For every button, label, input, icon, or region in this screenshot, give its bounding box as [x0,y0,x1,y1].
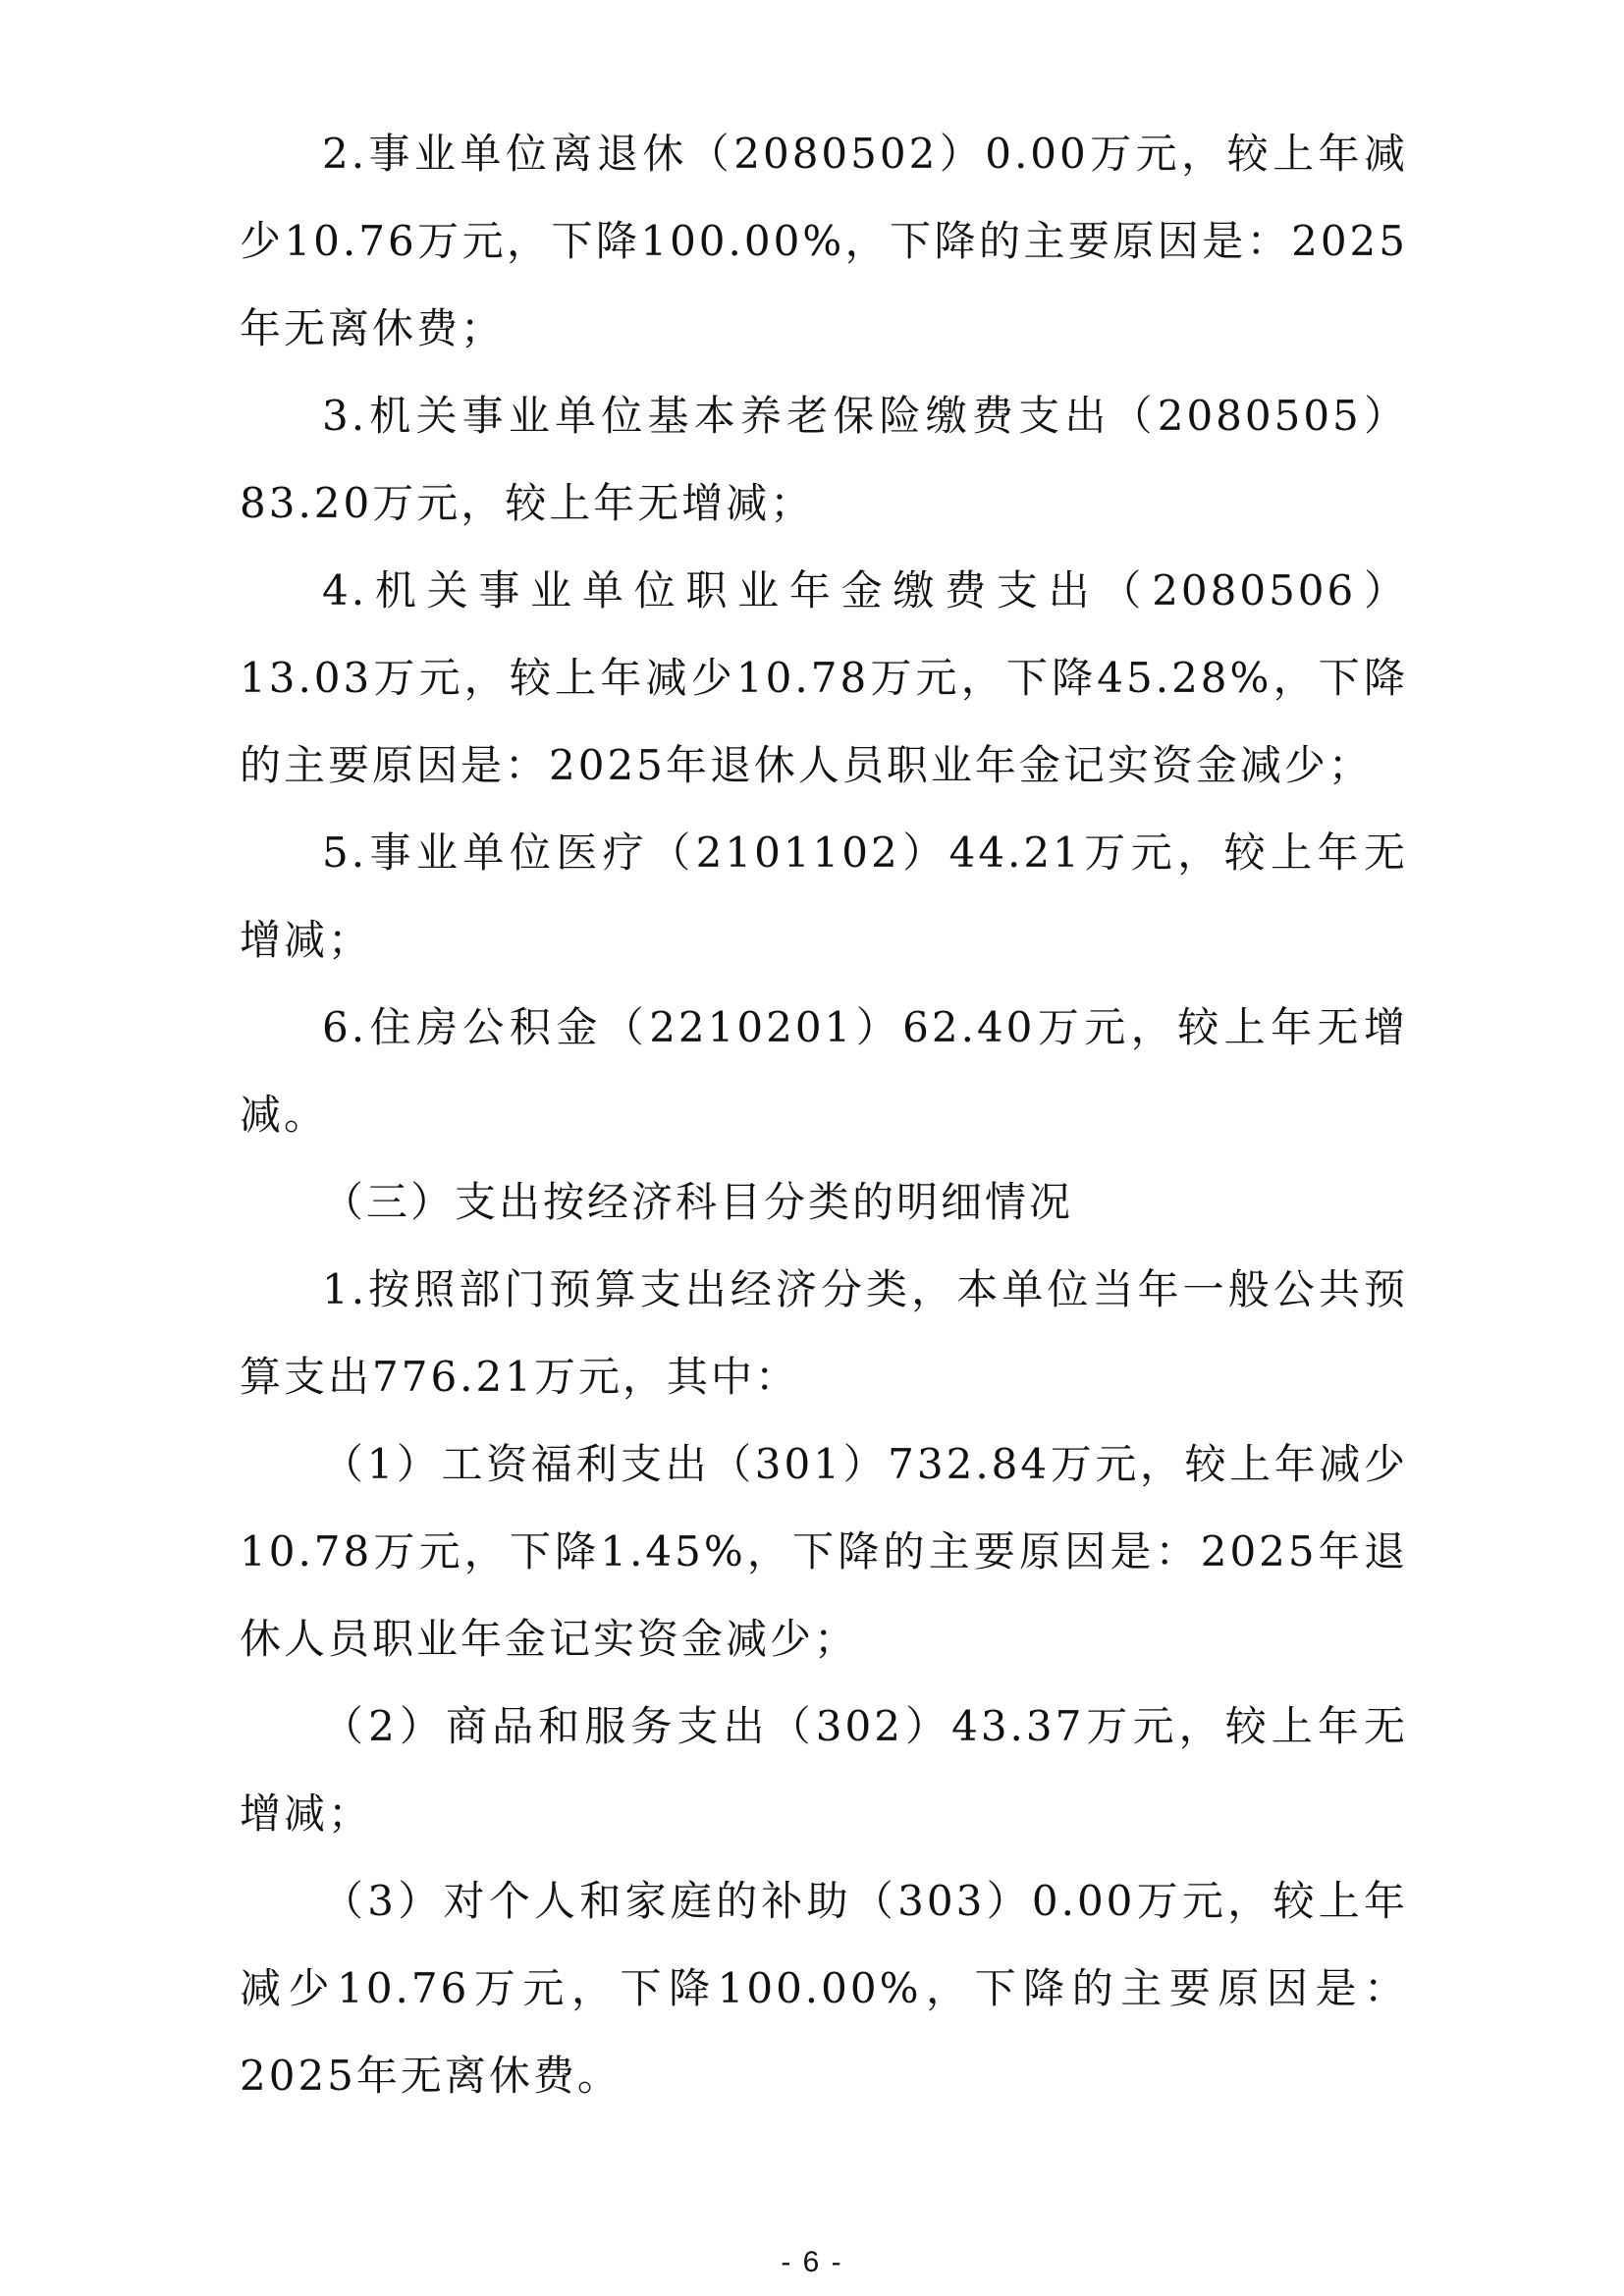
section-heading-economic-classification: （三）支出按经济科目分类的明细情况 [322,1178,1074,1226]
paragraph-housing-fund: 6.住房公积金（2210201）62.40万元，较上年无增减。 [240,1003,1408,1139]
paragraph-medical-insurance: 5.事业单位医疗（2101102）44.21万元，较上年无增减； [240,828,1408,964]
paragraph-occupational-annuity: 4.机关事业单位职业年金缴费支出（2080506）13.03万元，较上年减少10.78万元，下降45.28%，下降的主要原因是：2025年退休人员职业年金记实资金减少； [240,566,1408,789]
paragraph-wages-welfare: （1）工资福利支出（301）732.84万元，较上年减少10.78万元，下降1.45%，下降的主要原因是：2025年退休人员职业年金记实资金减少； [240,1440,1408,1663]
paragraph-retirement-institution: 2.事业单位离退休（2080502）0.00万元，较上年减少10.76万元，下降100.00%，下降的主要原因是：2025年无离休费； [240,130,1408,352]
paragraph-household-subsidy: （3）对个人和家庭的补助（303）0.00万元，较上年减少10.76万元，下降100.00%，下降的主要原因是：2025年无离休费。 [240,1877,1408,2100]
page-number: - 6 - [781,2246,843,2278]
paragraph-economic-classification-total: 1.按照部门预算支出经济分类，本单位当年一般公共预算支出776.21万元，其中： [240,1265,1408,1401]
document-body [240,110,1408,2119]
paragraph-pension-insurance: 3.机关事业单位基本养老保险缴费支出（2080505）83.20万元，较上年无增减； [240,392,1408,527]
paragraph-goods-services: （2）商品和服务支出（302）43.37万元，较上年无增减； [240,1702,1408,1838]
